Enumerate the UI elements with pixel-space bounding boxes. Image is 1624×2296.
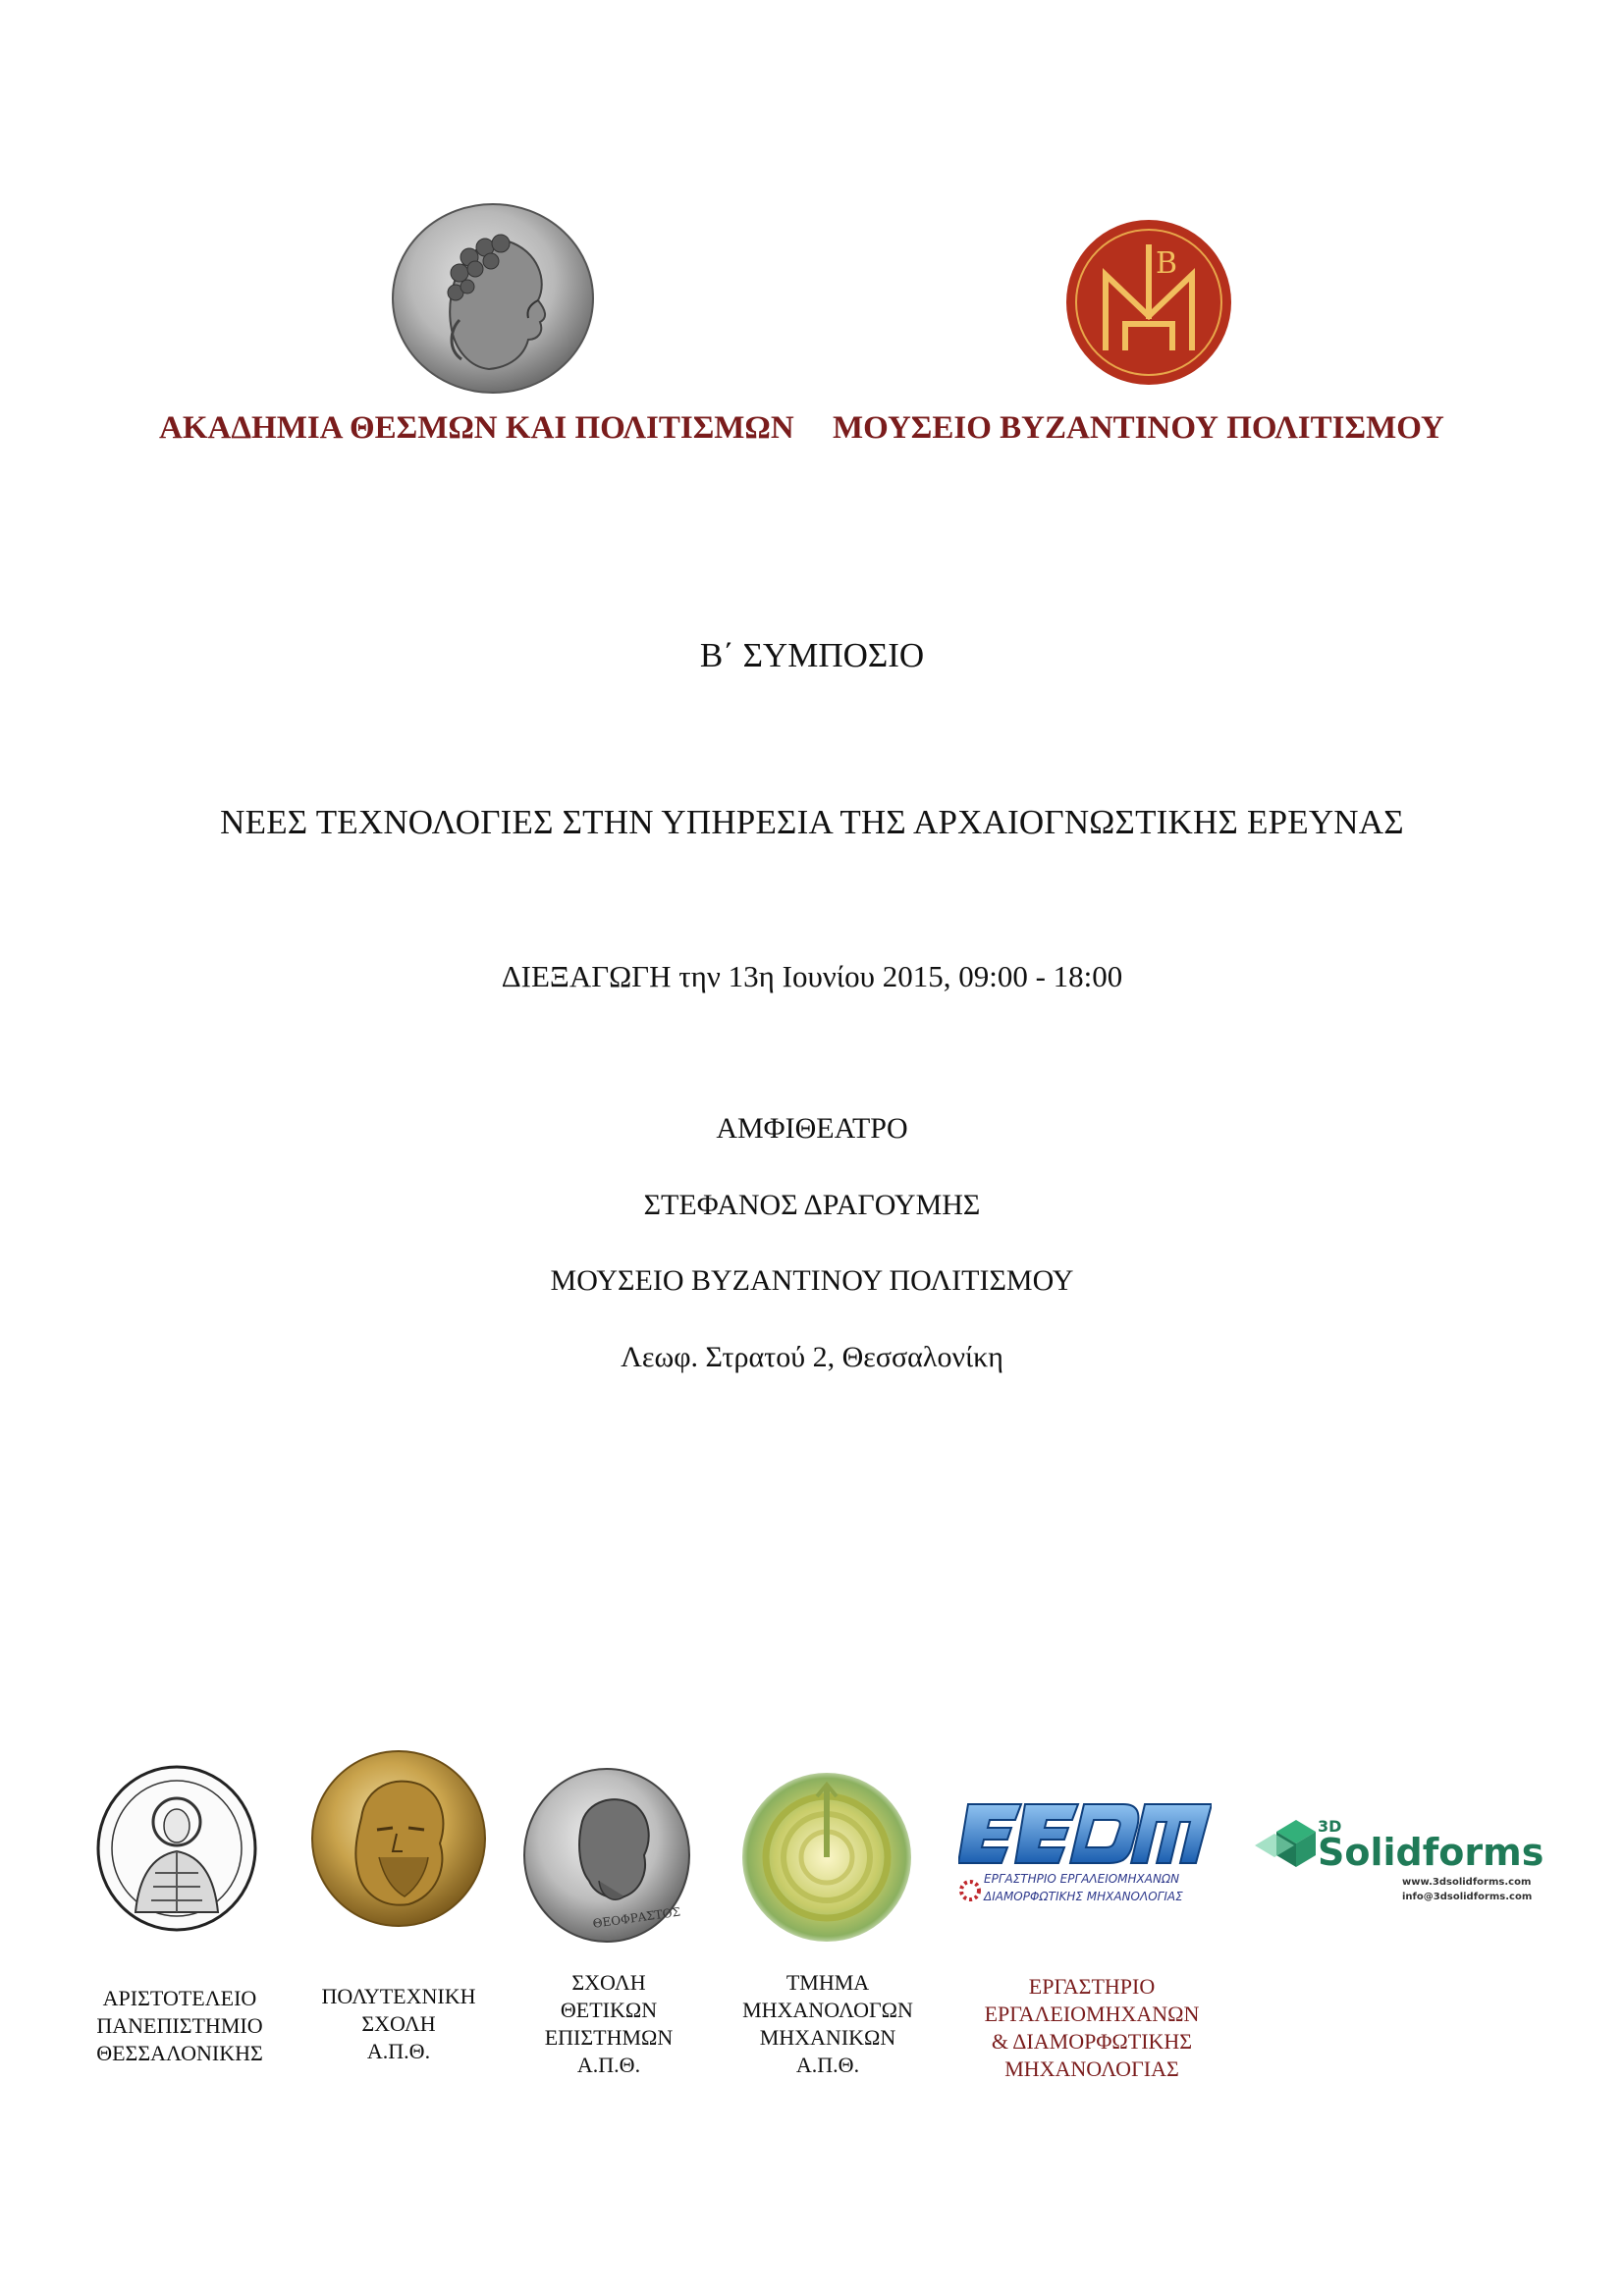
- caption-line: ΘΕΤΙΚΩΝ: [560, 1998, 658, 2022]
- cube-icon: [1255, 1820, 1316, 1867]
- venue-line-2: ΣΤΕΦΑΝΟΣ ΔΡΑΓΟΥΜΗΣ: [643, 1189, 981, 1221]
- mechanical-engineering-logo: [736, 1767, 918, 1948]
- symposium-topic: ΝΕΕΣ ΤΕΧΝΟΛΟΓΙΕΣ ΣΤΗΝ ΥΠΗΡΕΣΙΑ ΤΗΣ ΑΡΧΑΙΟΓΝΩΣΤΙΚΗΣ ΕΡΕΥΝΑΣ: [220, 803, 1404, 841]
- solidforms-email: info@3dsolidforms.com: [1402, 1892, 1533, 1902]
- caption-line: ΜΗΧΑΝΙΚΩΝ: [759, 2025, 896, 2050]
- caption-sciences: [511, 1969, 707, 2079]
- event-datetime: ΔΙΕΞΑΓΩΓΗ την 13η Ιουνίου 2015, 09:00 - 18:00: [501, 959, 1123, 993]
- eedm-subtitle-1: ΕΡΓΑΣΤΗΡΙΟ ΕΡΓΑΛΕΙΟΜΗΧΑΝΩΝ: [984, 1872, 1180, 1886]
- caption-line: Α.Π.Θ.: [795, 2053, 860, 2077]
- eedm-lab-logo: [958, 1792, 1212, 1912]
- museum-monogram-letter: Β: [1156, 246, 1178, 281]
- museum-monogram-logo: [1064, 218, 1233, 387]
- caption-line: ΕΡΓΑΛΕΙΟΜΗΧΑΝΩΝ: [984, 2002, 1200, 2026]
- academy-coin-logo: [391, 202, 595, 395]
- caption-line: ΜΗΧΑΝΟΛΟΓΩΝ: [742, 1998, 913, 2022]
- solidforms-website: www.3dsolidforms.com: [1402, 1877, 1532, 1888]
- caption-line: ΕΠΙΣΤΗΜΩΝ: [544, 2025, 674, 2050]
- caption-line: ΕΡΓΑΣΤΗΡΙΟ: [1028, 1974, 1156, 1999]
- caption-polytechnic: [291, 1983, 507, 2065]
- caption-line: ΜΗΧΑΝΟΛΟΓΙΑΣ: [1004, 2056, 1179, 2081]
- venue-address: Λεωφ. Στρατού 2, Θεσσαλονίκη: [621, 1341, 1003, 1373]
- solidforms-logo: [1247, 1806, 1563, 1914]
- theophrastus-label: ΘΕΟΦΡΑΣΤΟΣ: [591, 1904, 681, 1931]
- caption-line: ΤΜΗΜΑ: [785, 1970, 870, 1995]
- academy-title: ΑΚΑΔΗΜΙΑ ΘΕΣΜΩΝ ΚΑΙ ΠΟΛΙΤΙΣΜΩΝ: [159, 410, 794, 446]
- caption-eedm: [945, 1973, 1239, 2083]
- solidforms-brand: Solidforms: [1318, 1831, 1544, 1874]
- museum-title: ΜΟΥΣΕΙΟ ΒΥΖΑΝΤΙΝΟΥ ΠΟΛΙΤΙΣΜΟΥ: [833, 410, 1444, 446]
- solidforms-prefix: 3D: [1318, 1817, 1342, 1836]
- caption-line: ΠΑΝΕΠΙΣΤΗΜΙΟ: [96, 2013, 263, 2038]
- caption-line: ΘΕΣΣΑΛΟΝΙΚΗΣ: [96, 2041, 263, 2065]
- caption-line: ΑΡΙΣΤΟΤΕΛΕΙΟ: [102, 1986, 257, 2010]
- caption-line: ΣΧΟΛΗ: [571, 1970, 646, 1995]
- caption-line: & ΔΙΑΜΟΡΦΩΤΙΚΗΣ: [991, 2029, 1193, 2054]
- venue-line-1: ΑΜΦΙΘΕΑΤΡΟ: [716, 1112, 908, 1145]
- symposium-heading: Β΄ ΣΥΜΠΟΣΙΟ: [699, 636, 925, 674]
- caption-line: ΠΟΛΥΤΕΧΝΙΚΗ: [321, 1984, 476, 2008]
- caption-line: Α.Π.Θ.: [366, 2039, 431, 2063]
- auth-seal-logo: [96, 1765, 258, 1932]
- caption-line: Α.Π.Θ.: [576, 2053, 641, 2077]
- caption-line: ΣΧΟΛΗ: [361, 2011, 436, 2036]
- eedm-subtitle-2: ΔΙΑΜΟΡΦΩΤΙΚΗΣ ΜΗΧΑΝΟΛΟΓΙΑΣ: [984, 1890, 1183, 1903]
- caption-auth: [71, 1985, 289, 2067]
- theophrastus-coin-logo: [522, 1767, 691, 1944]
- venue-line-3: ΜΟΥΣΕΙΟ ΒΥΖΑΝΤΙΝΟΥ ΠΟΛΙΤΙΣΜΟΥ: [550, 1264, 1074, 1297]
- polytechnic-coin-logo: [310, 1749, 487, 1928]
- caption-mechanical: [717, 1969, 939, 2079]
